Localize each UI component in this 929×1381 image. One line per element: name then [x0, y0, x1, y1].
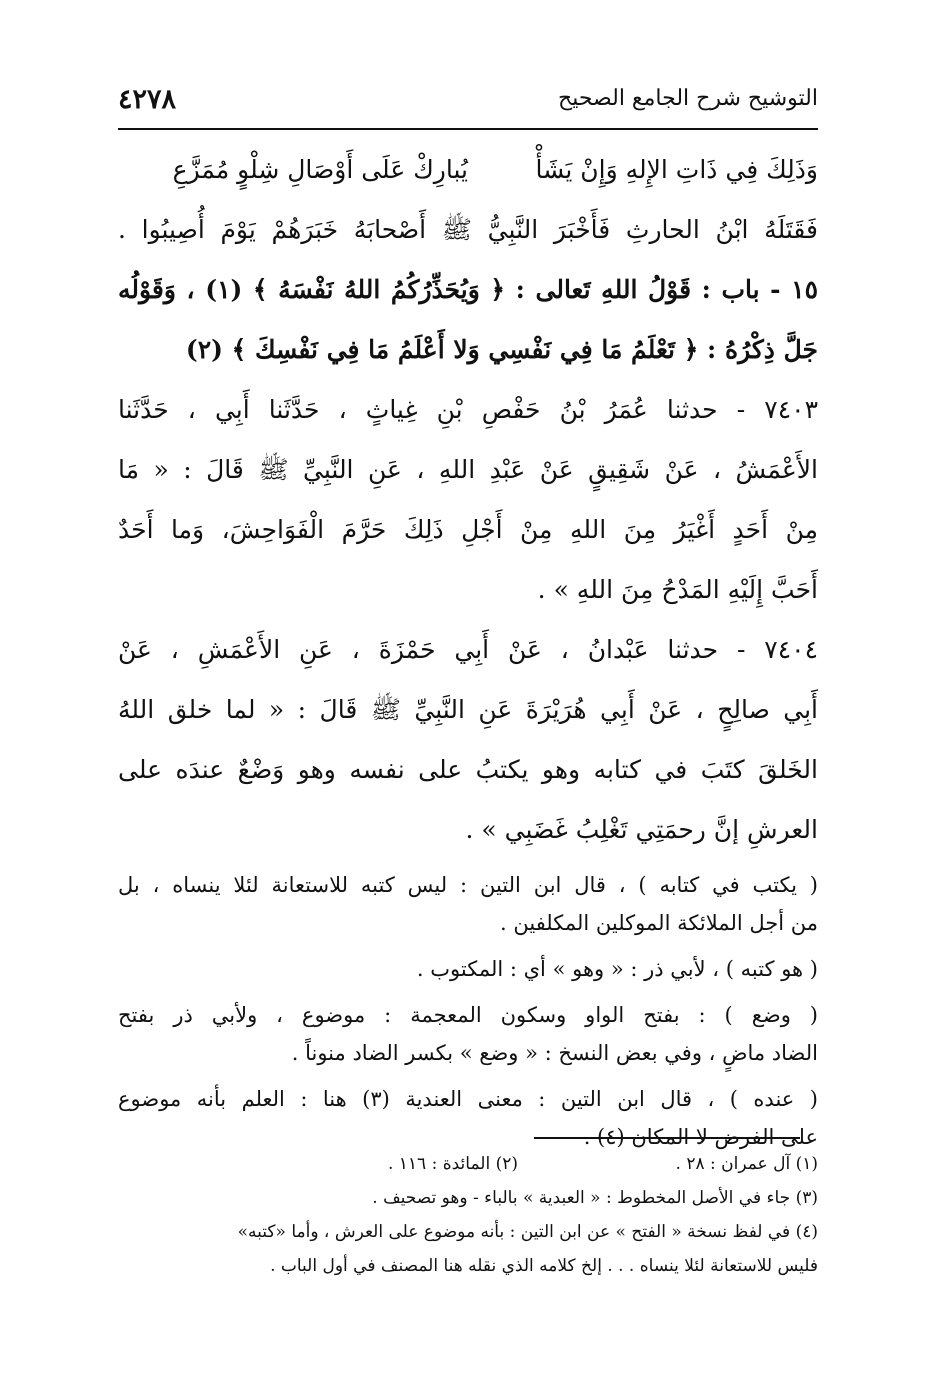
verse-left-hemistich: يُبارِكْ عَلَى أَوْصَالِ شِلْوٍ مُمَزَّعِ — [172, 155, 468, 184]
footnote-2: (٢) المائدة : ١١٦ . — [387, 1154, 518, 1174]
page-number: ٤٢٧٨ — [118, 84, 177, 115]
commentary-line: على الفرض لا المكان (٤) . — [583, 1125, 818, 1149]
commentary-line: ( يكتب في كتابه ) ، قال ابن التين : ليس كتبه للاستعانة لئلا ينساه ، بل — [118, 873, 818, 897]
hadith-7403-line: الأَعْمَشُ ، عَنْ شَقِيقٍ عَنْ عَبْدِ اللهِ ، عَنِ النَّبِيِّ ﷺ قَالَ : « مَا — [118, 455, 818, 484]
verse-right-hemistich: وَذَلِكَ فِي ذَاتِ الإِلهِ وَإِنْ يَشَأْ — [535, 155, 818, 184]
running-title: التوشيح شرح الجامع الصحيح — [558, 86, 818, 111]
footnote-rule — [534, 1137, 800, 1139]
hadith-7404-line: ٧٤٠٤ - حدثنا عَبْدانُ ، عَنْ أَبِي حَمْزَةَ ، عَنِ الأَعْمَشِ ، عَنْ — [118, 635, 818, 664]
footnote-1: (١) آل عمران : ٢٨ . — [675, 1154, 818, 1174]
commentary-line: ( هو كتبه ) ، لأبي ذر : « وهو » أي : المكتوب . — [416, 957, 818, 981]
chapter-heading-continued: جَلَّ ذِكْرُهُ : ﴿ تَعْلَمُ مَا فِي نَفْسِي وَلا أَعْلَمُ مَا فِي نَفْسِكَ ﴾ (٢) — [185, 335, 818, 364]
hadith-7404-line: أَبِي صالِحٍ ، عَنْ أَبِي هُرَيْرَةَ عَنِ النَّبِيِّ ﷺ قَالَ : « لما خلق اللهُ — [118, 695, 818, 724]
commentary-line: من أجل الملائكة الموكلين المكلفين . — [500, 911, 818, 935]
footnote-row — [118, 1147, 818, 1181]
commentary — [118, 866, 818, 1156]
chapter-heading: ١٥ - باب : قَوْلُ اللهِ تَعالى : ﴿ وَيُحَذِّرُكُمُ اللهُ نَفْسَهُ ﴾ (١) ، وَقَوْلُه — [118, 275, 818, 304]
page-header — [118, 84, 818, 126]
hadith-7403-line: أَحَبَّ إِلَيْهِ المَدْحُ مِنَ اللهِ » . — [537, 575, 818, 604]
footnote-3: (٣) جاء في الأصل المخطوط : « العبدية » بالباء - وهو تصحيف . — [372, 1188, 818, 1208]
main-text — [118, 140, 818, 1164]
commentary-line: ( وضع ) : بفتح الواو وسكون المعجمة : موضوع ، ولأبي ذر بفتح — [118, 1003, 818, 1027]
footnote-4-continued: فليس للاستعانة لئلا ينساه . . . إلخ كلامه الذي نقله هنا المصنف في أول الباب . — [270, 1256, 818, 1276]
hadith-7404-line: الخَلقَ كتَبَ في كتابه وهو يكتبُ على نفسه وهو وَضْعٌ عندَه على — [118, 755, 818, 784]
hadith-7403-line: ٧٤٠٣ - حدثنا عُمَرُ بْنُ حَفْصِ بْنِ غِياثٍ ، حَدَّثَنا أَبِي ، حَدَّثَنا — [118, 395, 818, 424]
header-rule — [118, 128, 818, 130]
verse-line — [118, 140, 818, 200]
hadith-7403-line: مِنْ أَحَدٍ أَغْيَرُ مِنَ اللهِ مِنْ أَجْلِ ذَلِكَ حَرَّمَ الْفَوَاحِشَ، وَما أَحَدٌ — [118, 515, 818, 544]
commentary-line: الضاد ماضٍ ، وفي بعض النسخ : « وضع » بكسر الضاد منوناً . — [291, 1041, 818, 1065]
footnotes — [118, 1147, 818, 1283]
footnote-4: (٤) في لفظ نسخة « الفتح » عن ابن التين : بأنه موضوع على العرش ، وأما «كتبه» — [237, 1222, 818, 1242]
hadith-7404-line: العرشِ إنَّ رحمَتِي تَغْلِبُ غَضَبِي » . — [465, 815, 818, 844]
commentary-line: ( عنده ) ، قال ابن التين : معنى العندية (٣) هنا : العلم بأنه موضوع — [118, 1087, 818, 1111]
text-line: فَقَتَلَهُ ابْنُ الحارثِ فَأَخْبَرَ النَّبِيُّ ﷺ أَصْحابَهُ خَبَرَهُمْ يَوْمَ أُصِيبُوا . — [118, 215, 818, 244]
